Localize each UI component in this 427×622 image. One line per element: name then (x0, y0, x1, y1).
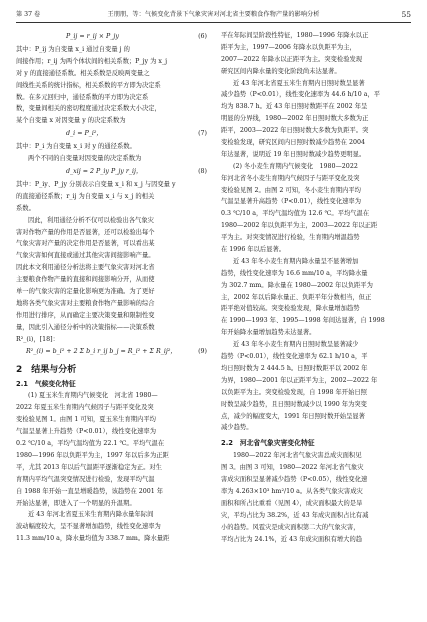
equation-6-body: P_ij = r_ij × P_jy (66, 33, 119, 40)
text-line: 气象灾害对产量的决定作用是否显著，可以看出某 (16, 240, 155, 248)
text-line: 气温呈显著升高趋势（P<0.01），线性变化速率为 (221, 198, 362, 206)
equation-8 (16, 165, 207, 179)
text-line: R²_(i)，[18]： (16, 335, 59, 343)
text-line: 波动幅度较大，呈不显著增加趋势，线性变化速率为 (16, 523, 161, 531)
text-line: 1980—1996 年以负距平为主，1997 年以后多为正距 (16, 451, 169, 459)
text-line: 研究区间内降水量的变化阶段尚未达显著。 (221, 67, 341, 75)
text-line: 距平，2003—2022 年日照时数大多数为负距平。突 (221, 127, 369, 135)
text-line: 减少趋势（P<0.01），线性变化速率为 44.6 h/10 a，平 (221, 91, 381, 99)
text-line: 的直接通径系数；r_ij 为自变量 x_i 与 x_j 的相关 (16, 192, 155, 200)
text-line: 小的趋势。风雹灾是成灾面积第二大的气象灾害， (221, 523, 360, 531)
right-column (221, 30, 412, 545)
text-line: 距平绝对值较高。突变检验发现，降水量增加趋势 (221, 305, 360, 313)
text-line: 变检验发现，研究区间内日照时数减少趋势在 2004 (221, 139, 365, 147)
text-line: 数。在多元回归中，通径系数的平方即为决定系 (16, 93, 149, 101)
text-line: 明显的分界线，1980—2002 年日照时数大多数为正 (221, 115, 369, 123)
text-line: 时数呈减少趋势，且日照时数减少以 1990 年为突变 (221, 400, 367, 408)
text-line: 害对作物产量的作用是否显著，还可以检验出每个 (16, 228, 155, 236)
text-line: 平在年际间呈阶段性特征，1980—1996 年降水以正 (221, 32, 369, 39)
text-line: 图 3。由图 3 可知，1980—2022 年河北省气象灾 (221, 464, 364, 472)
text-line: 均日照时数为 2 444.5 h。日照时数距平以 2002 年 (221, 364, 368, 372)
text-line: 1980—2022 年河北省气象灾害总成灾面积见 (233, 452, 362, 460)
text-line: 减少趋势。 (221, 424, 253, 432)
text-line: 0.2 ℃/10 a，平均气温均值为 22.1 ℃。平均气温在 (16, 440, 165, 448)
page-number: 55 (401, 10, 411, 19)
paragraph (16, 44, 207, 127)
text-line: 趋势（P<0.01），线性变化速率为 62.1 h/10 a，平 (221, 353, 368, 361)
text-line: 自 1988 年开始一直呈增暖趋势，该趋势在 2001 年 (16, 487, 164, 495)
text-line: 某个自变量 x 对因变量 y 的决定系数为 (16, 117, 126, 125)
text-line: 在 1990—1993 年、1995—1998 年间达显著，自 1998 (221, 317, 385, 325)
paragraph (221, 161, 412, 256)
text-line: 年河北省冬小麦生育期内气候因子与距平变化及突 (221, 174, 360, 182)
running-header (16, 8, 411, 23)
text-line: (1) 夏玉米生育期内气候变化 河北省 1980— (28, 392, 158, 400)
text-line: 平为主。对突变情况进行检验，生育期内增温趋势 (221, 234, 360, 242)
equation-7-body: d_i = P_i²， (66, 130, 103, 138)
text-line: 单一的气象灾害的定量化影响更为准确。为了更好 (16, 288, 155, 296)
text-line: 气温呈显著上升趋势（P<0.01），线性变化速率为 (16, 428, 157, 436)
paragraph (221, 450, 412, 545)
text-line: 0.3 ℃/10 a，平均气温均值为 12.6 ℃。平均气温在 (221, 210, 370, 218)
text-line: 其中：P_i 为自变量 x_i 对 y 的通径系数。 (16, 143, 136, 151)
text-line: 近 43 年冬小麦生育期内降水量呈不显著增加 (233, 257, 359, 265)
text-line: 点，减少的幅度变大，1991 年日照时数开始呈显著 (221, 412, 365, 420)
text-line: 距平为主，1997—2006 年降水以负距平为主， (221, 43, 356, 51)
text-line: 近 43 年河北省夏玉米生育期内降水量年际间 (28, 511, 154, 519)
text-line: 面积和所占比重看（见图 4），成灾面积最大的是旱 (221, 499, 363, 507)
paragraph (221, 30, 412, 161)
subsection-heading: 2.2 河北省气象灾害变化特征 (221, 439, 315, 448)
text-line: 因此本文利用通径分析法将主要气象灾害对河北省 (16, 264, 155, 272)
text-line: 2022 年夏玉米生育期内气候因子与距平变化及突 (16, 404, 154, 412)
paragraph (16, 179, 207, 215)
paragraph (16, 390, 207, 545)
text-line: 作用进行排序，从而确定主要决策变量和限制性变 (16, 311, 155, 319)
equation-7-number: (7) (198, 130, 207, 138)
text-line: 害成灾面积呈显著减少趋势（P<0.05），线性变化速 (221, 476, 368, 484)
text-line: (2) 冬小麦生育期内气候变化 1980—2022 (233, 162, 358, 170)
paragraph (16, 215, 207, 346)
text-line: 平，尤其 2013 年以后气温距平逐渐稳定为正。对生 (16, 463, 162, 471)
equation-6 (16, 30, 207, 44)
text-line: 11.3 mm/10 a，降水量均值为 338.7 mm。降水量距 (16, 535, 170, 543)
text-line: 主，2002 年以后降水量正、负距平年分数相当，但正 (221, 293, 372, 301)
equation-6-number: (6) (198, 33, 207, 40)
text-line: 趋势，线性变化速率为 16.6 mm/10 a，平均降水量 (221, 269, 368, 277)
left-column (16, 30, 207, 545)
text-line: 开始达显著，即进入了一个明显的升温期。 (16, 499, 136, 507)
text-line: 间线性关系的统计指标，相关系数的平方即为决定系 (16, 81, 161, 89)
paragraph (221, 256, 412, 339)
running-title: 王朋朋，等：气候变化背景下气象灾害对河北省主要粮食作物产量的影响分析 (107, 11, 320, 18)
text-line: 间接作用；r_ij 为两个体状间的相关系数；P_jy 为 x_j (16, 57, 168, 65)
equation-8-number: (8) (198, 168, 207, 176)
text-line: 年达显著，说明近 19 年日照时数减少趋势更明显。 (221, 150, 366, 158)
equation-8-body: d_xij = 2 P_iy P_jy r_ij， (66, 168, 143, 176)
paragraph (16, 141, 207, 165)
equation-7 (16, 127, 207, 141)
volume-label: 第 37 卷 (16, 11, 41, 18)
text-line: 灾，平均占比为 38.2%，近 43 年成灾面积占比有减 (221, 511, 369, 519)
text-line: 主要粮食作物产量的直接和间接影响分开，从而使 (16, 276, 155, 284)
equation-9-body: R²_(i) = b_i² + 2 Σ b_i r_ij b_j = R_i² + Σ R_ij²， (26, 348, 177, 356)
text-line: 在 1996 年以后显著。 (221, 246, 286, 254)
text-line: 变检验见图 1。由图 1 可知，夏玉米生育期内平均 (16, 416, 156, 424)
text-line: 为 302.7 mm。降水量在 1980—2002 年以负距平为 (221, 281, 373, 289)
text-line: 为界，1980—2001 年以正距平为主，2002—2022 年 (221, 376, 378, 384)
text-line: 其中：P_ij 为自变量 x_i 通过自变量 j 的 (16, 46, 130, 53)
text-line: 以负距平为主。突变检验发现，自 1998 年开始日照 (221, 388, 367, 396)
text-line: 其中：P_iy、P_jy 分别表示自变量 x_i 和 x_j 与因变量 y (16, 181, 176, 189)
text-line: 两个不同的自变量对因变量的决定系数为 (28, 155, 142, 163)
text-line: 年开始降水量增加趋势未达显著。 (221, 329, 316, 337)
text-line: 近 43 年冬小麦生育期内日照时数呈显著减少 (233, 341, 359, 349)
text-line: 数，变量间相关的密切程度通过决定系数大小决定， (16, 105, 161, 113)
text-line: 对 y 的直接通径系数。相关系数是反映两变量之 (16, 69, 150, 77)
text-line: 量，因此引入通径分析中的决策指标——决策系数 (16, 323, 155, 331)
text-line: 均为 838.7 h。近 43 年日照时数距平在 2002 年呈 (221, 103, 368, 111)
text-line: 因此，利用通径分析不仅可以检验出各气象灾 (28, 216, 154, 224)
paragraph (221, 339, 412, 434)
text-line: 1980—2002 年以负距平为主，2003—2022 年以正距 (221, 222, 378, 230)
text-line: 2007—2022 年降水以正距平为主。突变检验发现 (221, 55, 363, 63)
text-line: 变检验见图 2。由图 2 可知，冬小麦生育期内平均 (221, 186, 361, 194)
equation-9-number: (9) (198, 348, 207, 356)
equation-9 (16, 345, 207, 359)
text-line: 地将各类气象灾害对主要粮食作物产量影响的综合 (16, 299, 155, 307)
text-line: 平均占比为 24.1%，近 43 年成灾面积有增大的趋 (221, 535, 363, 543)
text-line: 近 43 年河北省夏玉米生育期内日照时数呈显著 (233, 79, 365, 87)
text-line: 系数。 (16, 204, 35, 212)
text-line: 气象灾害如何直接或通过其他灾害间接影响产量。 (16, 252, 155, 260)
subsection-heading: 2.1 气候变化特征 (16, 380, 76, 389)
text-line: 率为 4.263×10³ hm²/10 a。从各类气象灾害成灾 (221, 487, 363, 495)
section-heading: 2 结果与分析 (16, 365, 77, 376)
text-line: 育期内平均气温突变情况进行检验，发现平均气温 (16, 475, 155, 483)
